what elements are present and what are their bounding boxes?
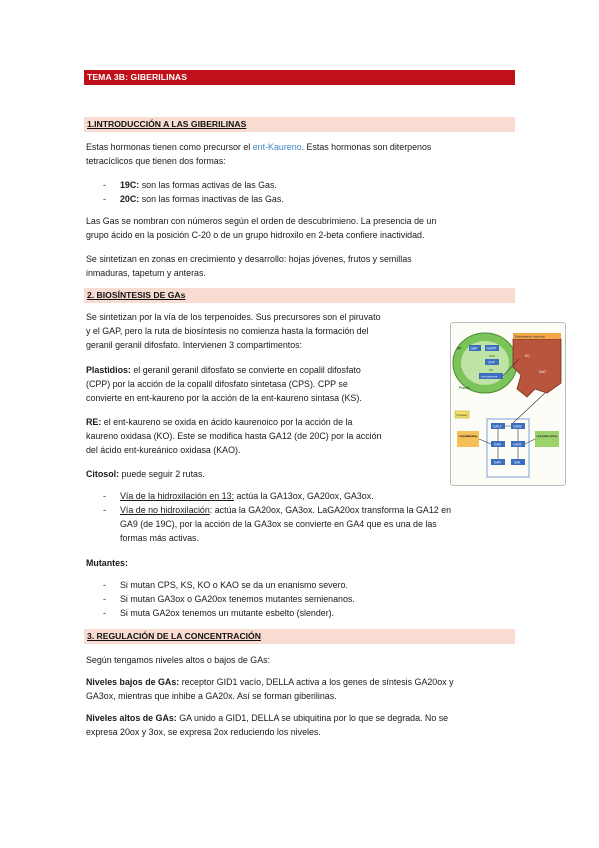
kao-label: KAO: [539, 370, 546, 374]
form-term: 19C:: [120, 180, 140, 190]
cps-label: CPS: [489, 354, 496, 358]
text-line: del ácido ent-kureánico oxidasa (KAO).: [86, 445, 241, 455]
text-line: geranil geranil difosfato. Intervienen 3 compartimentos:: [86, 340, 303, 350]
er-shape: [513, 339, 561, 397]
form-text: son las formas inactivas de las Gas.: [139, 194, 284, 204]
text-line: expresa 20ox y 3ox, se expresa 2ox reduciendo los niveles.: [86, 727, 321, 737]
section-heading-2-text: 2. BIOSÍNTESIS DE GAs: [87, 290, 186, 300]
cytosol-label: Cytosol: [456, 413, 467, 417]
document-page: TEMA 3B: GIBERILINAS 1.INTRODUCCIÓN A LAS GIBERILINAS Estas hormonas tienen como precursor el ent-Kaureno. Estas hormonas son diterpenos tetracíclicos que tienen dos formas: - 19C: son las formas activas de las Gas. - 20C: son las formas inactivas de las Gas. Las Gas se nombran con números según el orden de descubrimieno. La presencia de un grupo ácido en la posición C-20 o de un grupo hidroxilo en 2-beta confiere inactividad. Se sintetizan en zonas en crecimiento y desarrollo: hojas jóvenes, frutos y semillas inmaduras, tapetum y anteras. 2. BIOSÍNTESIS DE GAs Se sintetizan por la vía de los terpenoides. Sus precursores son el piruvato y el GAP, pero la ruta de biosíntesis no comienza hasta la formación del geranil geranil difosfato. Intervienen 3 compartimentos: Plastidios: el geranil geranil difosfato se convierte en copalil difosfato (CPP) por la acción de la copalil difosfato sintetasa (CPS). CPP se convierte en ent-kaureno por la acción de la ent-kaureno sintasa (KS). RE: el ent-kaureno se oxida en ácido kaurenoico por la acción de la kaureno oxidasa (KO). Este se modifica hasta GA12 (de 20C) por la acción del ácido ent-kureánico oxidasa (KAO). Citosol: puede seguir 2 rutas. - Vía de la hidroxilación en 13: actúa la GA13ox, GA20ox, GA3ox. - Vía de no hidroxilación: actúa la GA20ox, GA3ox. LaGA20ox transforma la GA12 en GA9 (de 19C), por la acción de la GA3ox se convierte en GA4 que es una de las formas más activas. Mutantes: - Si mutan CPS, KS, KO o KAO se da un enanismo severo. - Si mutan GA3ox o GA20ox tenemos mutantes semienanos. - Si muta GA2ox tenemos un mutante esbelto (slender). 3. REGULACIÓN DE LA CONCENTRACIÓN Según tengamos niveles altos o bajos de GAs: Niveles bajos de GAs: receptor GID1 vacío, DELLA activa a los genes de síntesis GA20ox y GA3ox, mientras que inhibe a GA20x. Así se forman giberilinas. Niveles altos de GAs: GA unido a GID1, DELLA se ubiquitina por lo que se degrada. No se expresa 20ox y 3ox, se expresa 2ox reduciendo los niveles. Plastid GAP pyr GGPP CPS CPP KS ent-kaurene Endoplasmic reticulum KO KAO Cytosol Non-hydroxylation pathway Hydroxylation pathway GA12 GA53 GA9 GA20 GA4 GA1: [0, 0, 599, 848]
text-line: puede seguir 2 rutas.: [119, 469, 205, 479]
text-line: formas más activas.: [120, 533, 199, 543]
cpp-label: CPP: [488, 360, 495, 365]
gap-label: GAP: [470, 346, 478, 351]
plastid-paragraph: [86, 363, 446, 405]
biosynthesis-figure: [450, 322, 566, 486]
plastid-term: Plastidios:: [86, 365, 131, 375]
paragraph: [86, 214, 516, 242]
text-line: convierte en ent-kaureno por la acción de la ent-kaureno sintasa (KS).: [86, 393, 362, 403]
form-term: 20C:: [120, 194, 140, 204]
intro-text-after: . Estas hormonas son diterpenos: [301, 142, 432, 152]
cytosol-term: Citosol:: [86, 469, 120, 479]
mutant-text: Si mutan GA3ox o GA20ox tenemos mutantes semienanos.: [120, 594, 355, 604]
section-heading-3-text: 3. REGULACIÓN DE LA CONCENTRACIÓN: [87, 631, 261, 641]
ent-kaureno-link[interactable]: ent-Kaureno: [252, 142, 302, 152]
er-label: Endoplasmic reticulum: [515, 334, 546, 339]
page-title: TEMA 3B: GIBERILINAS: [87, 72, 188, 82]
text-line: Se sintetizan por la vía de los terpenoides. Sus precursores son el piruvato: [86, 312, 381, 322]
section-heading-1-text: 1.INTRODUCCIÓN A LAS GIBERILINAS: [87, 119, 247, 129]
text-line: el geranil geranil difosfato se convierte en copalil difosfato: [130, 365, 361, 375]
paragraph: [86, 653, 516, 667]
text-line: grupo ácido en la posición C-20 o de un grupo hidroxilo en 2-beta confiere inactividad.: [86, 230, 425, 240]
section-heading-3: [84, 629, 515, 644]
section-heading-1: [84, 117, 515, 132]
text-line: y el GAP, pero la ruta de biosíntesis no comienza hasta la formación del: [86, 326, 369, 336]
ga53-label: GA53: [513, 424, 522, 429]
mutants-title: Mutantes:: [86, 558, 128, 568]
intro-paragraph: [86, 140, 516, 168]
hydroxylation-label: Hydroxylation pathway: [536, 434, 558, 438]
mutants-heading: [86, 556, 516, 570]
paragraph: [86, 252, 516, 280]
ggpp-label: GGPP: [486, 346, 497, 351]
re-term: RE:: [86, 417, 102, 427]
text-line: Se sintetizan en zonas en crecimiento y desarrollo: hojas jóvenes, frutos y semillas: [86, 254, 412, 264]
text-line: GA9 (de 19C), por la acción de la GA3ox se convierte en GA4 que es una de las: [120, 519, 437, 529]
ga9-label: GA9: [494, 442, 501, 447]
non-hydroxylation-label: Non-hydroxylation pathway: [458, 434, 478, 438]
text-line: el ent-kaureno se oxida en ácido kaurenoico por la acción de la: [101, 417, 353, 427]
ga1-label: GA1: [514, 460, 521, 465]
biosynthesis-diagram: [451, 323, 565, 485]
plastid-label: Plastid: [459, 386, 470, 390]
text-line: Las Gas se nombran con números según el orden de descubrimieno. La presencia de un: [86, 216, 437, 226]
low-levels-term: Niveles bajos de GAs:: [86, 677, 180, 687]
ga4-label: GA4: [494, 460, 501, 465]
text-line: Según tengamos niveles altos o bajos de GAs:: [86, 655, 271, 665]
ga20-label: GA20: [513, 442, 522, 447]
title-bar: [84, 70, 515, 85]
text-line: GA3ox, mientras que inhibe a GA20x. Así se forman giberilinas.: [86, 691, 337, 701]
mutant-text: Si mutan CPS, KS, KO o KAO se da un enanismo severo.: [120, 580, 348, 590]
ks-label: KS: [489, 368, 494, 372]
form-text: son las formas activas de las Gas.: [139, 180, 277, 190]
arrow: [525, 439, 535, 444]
ga12-label: GA12: [493, 424, 502, 429]
high-levels-term: Niveles altos de GAs:: [86, 713, 177, 723]
text-line: receptor GID1 vacío, DELLA activa a los genes de síntesis GA20ox y: [179, 677, 454, 687]
text-line: (CPP) por la acción de la copalil difosfato sintetasa (CPS). CPP se: [86, 379, 348, 389]
ent-kaurene-label: ent-kaurene: [481, 374, 498, 379]
mutant-text: Si muta GA2ox tenemos un mutante esbelto (slender).: [120, 608, 335, 618]
route-1-text: actúa la GA13ox, GA20ox, GA3ox.: [233, 491, 374, 501]
low-levels-paragraph: [86, 675, 516, 703]
text-line: kaureno oxidasa (KO). Este se modifica hasta GA12 (de 20C) por la acción: [86, 431, 382, 441]
paragraph: [86, 310, 446, 352]
route-1-title: Vía de la hidroxilación en 13:: [120, 491, 234, 501]
intro-text: Estas hormonas tienen como precursor el: [86, 142, 253, 152]
high-levels-paragraph: [86, 711, 516, 739]
intro-line2: tetracíclicos que tienen dos formas:: [86, 156, 226, 166]
text-line: GA unido a GID1, DELLA se ubiquitina por lo que se degrada. No se: [176, 713, 449, 723]
text-line: inmaduras, tapetum y anteras.: [86, 268, 206, 278]
ko-label: KO: [525, 354, 530, 358]
arrow: [513, 393, 545, 423]
arrow: [479, 439, 491, 444]
text-line: : actúa la GA20ox, GA3ox. LaGA20ox transforma la GA12 en: [209, 505, 452, 515]
section-heading-2: [84, 288, 515, 303]
route-2-title: Vía de no hidroxilación: [120, 505, 210, 515]
pyr-label: pyr: [457, 346, 462, 350]
